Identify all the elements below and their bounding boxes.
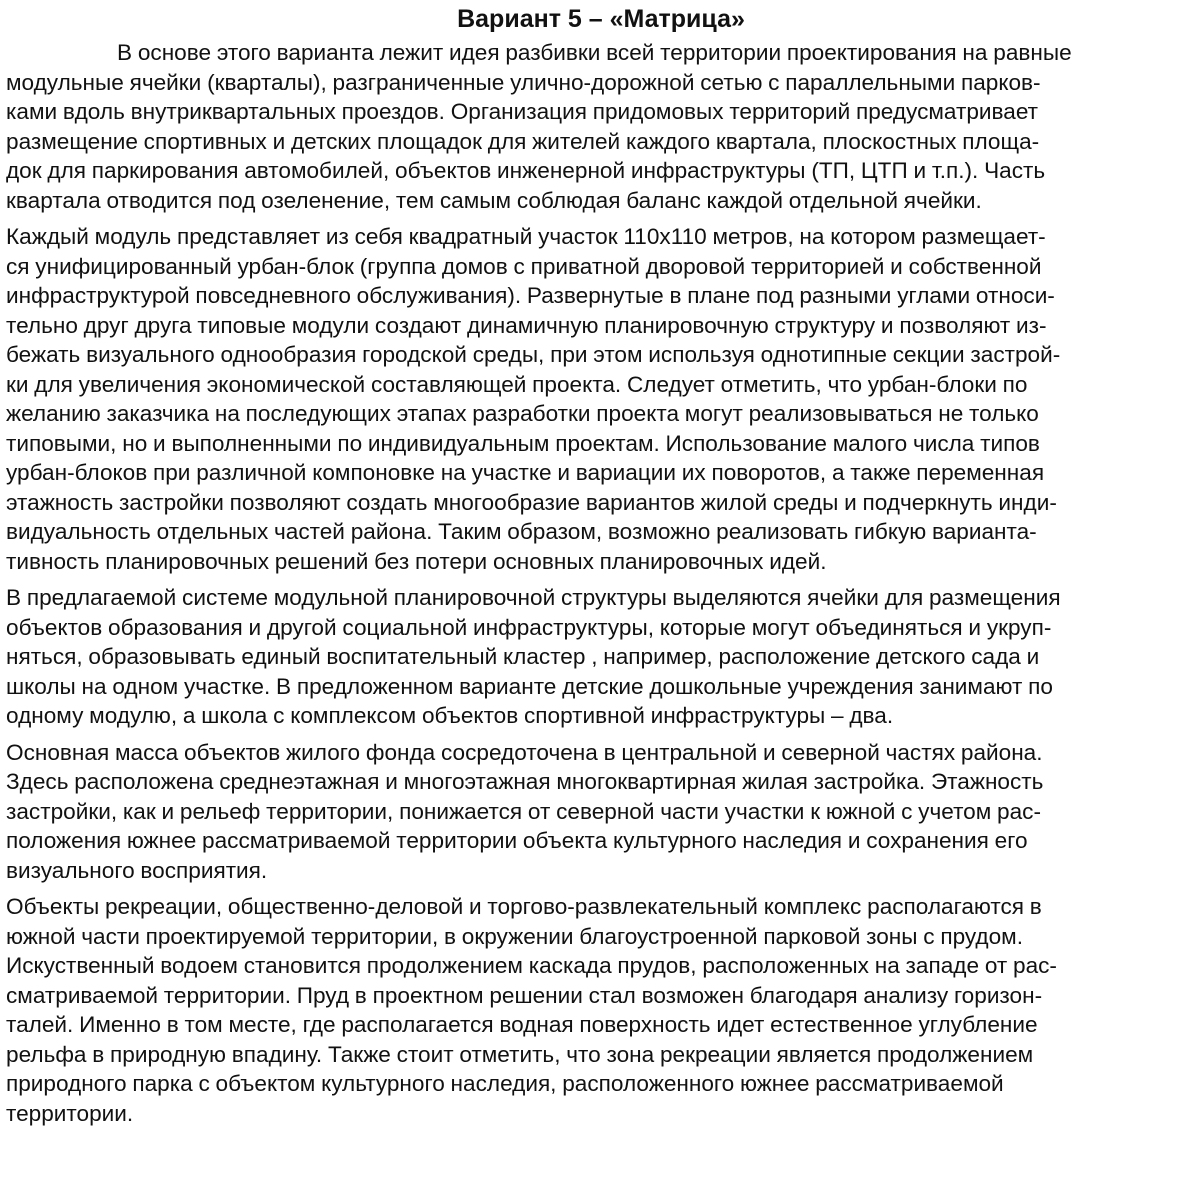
text-line: ки для увеличения экономической составляющей проекта. Следует отметить, что урбан-блоки по (6, 371, 1028, 397)
document-page (6, 0, 1196, 1135)
document-body (6, 38, 1196, 1128)
text-line: талей. Именно в том месте, где располагается водная поверхность идет естественное углубление (6, 1012, 1038, 1037)
text-line: природного парка с объектом культурного наследия, расположенного южнее рассматриваемой (6, 1071, 1004, 1096)
paragraph (6, 892, 1196, 1128)
text-line: сматриваемой территории. Пруд в проектном решении стал возможен благодаря анализу горизон- (6, 982, 1043, 1008)
paragraph (6, 583, 1196, 731)
document-title: Вариант 5 – «Матрица» (457, 5, 745, 33)
text-line: модульные ячейки (кварталы), разграниченные улично-дорожной сетью с параллельными парков- (6, 69, 1041, 95)
text-line: этажность застройки позволяют создать многообразие вариантов жилой среды и подчеркнуть инди- (6, 489, 1057, 515)
text-line: желанию заказчика на последующих этапах разработки проекта могут реализовываться не только (6, 401, 1039, 426)
text-line: видуальность отдельных частей района. Таким образом, возможно реализовать гибкую варианта- (6, 519, 1037, 544)
text-line: визуального восприятия. (6, 857, 268, 883)
text-line: южной части проектируемой территории, в окружении благоустроенной парковой зоны с прудом. (6, 923, 1023, 949)
text-line: урбан-блоков при различной компоновке на участке и вариации их поворотов, а также переменная (6, 460, 1045, 485)
text-line: положения южнее рассматриваемой территории объекта культурного наследия и сохранения его (6, 828, 1028, 853)
text-line: застройки, как и рельеф территории, понижается от северной части участки к южной с учетом рас- (6, 798, 1041, 824)
text-line: ками вдоль внутриквартальных проездов. Организация придомовых территорий предусматривает (6, 99, 1038, 124)
text-line: территории. (6, 1100, 134, 1126)
text-line: школы на одном участке. В предложенном варианте детские дошкольные учреждения занимают по (6, 673, 1053, 699)
text-line: рельфа в природную впадину. Также стоит отметить, что зона рекреации является продолжением (6, 1041, 1034, 1067)
text-line: размещение спортивных и детских площадок для жителей каждого квартала, плоскостных площа- (6, 128, 1040, 154)
text-line: тивность планировочных решений без потери основных планировочных идей. (6, 548, 827, 574)
text-line: квартала отводится под озеленение, тем самым соблюдая баланс каждой отдельной ячейки. (6, 187, 982, 213)
text-line: бежать визуального однообразия городской среды, при этом используя однотипные секции застрой- (6, 342, 1061, 367)
text-line: Искуственный водоем становится продолжением каскада прудов, расположенных на западе от рас- (6, 953, 1057, 978)
text-line: Основная масса объектов жилого фонда сосредоточена в центральной и северной частях района. (6, 739, 1043, 765)
paragraph (6, 738, 1196, 886)
text-line: тельно друг друга типовые модули создают динамичную планировочную структуру и позволяют из- (6, 312, 1047, 338)
text-line: инфраструктурой повседневного обслуживания). Развернутые в плане под разными углами относи- (6, 283, 1055, 308)
paragraph (6, 38, 1196, 215)
text-line: няться, образовывать единый воспитательный кластер , например, расположение детского сада и (6, 644, 1040, 669)
text-line: док для паркирования автомобилей, объектов инженерной инфраструктуры (ТП, ЦТП и т.п.). Часть (6, 158, 1046, 183)
text-line: ся унифицированный урбан-блок (группа домов с приватной дворовой территорией и собственной (6, 253, 1042, 279)
text-line: одному модулю, а школа с комплексом объектов спортивной инфраструктуры – два. (6, 703, 894, 728)
text-line: В предлагаемой системе модульной планировочной структуры выделяются ячейки для размещения (6, 585, 1061, 610)
text-line: объектов образования и другой социальной инфраструктуры, которые могут объединяться и укруп- (6, 614, 1052, 640)
text-line: Здесь расположена среднеэтажная и многоэтажная многоквартирная жилая застройка. Этажность (6, 769, 1044, 794)
text-line: Каждый модуль представляет из себя квадратный участок 110х110 метров, на котором размещает- (6, 224, 1046, 249)
text-line: Объекты рекреации, общественно-деловой и торгово-развлекательный комплекс располагаются в (6, 894, 1042, 919)
text-line: типовыми, но и выполненными по индивидуальным проектам. Использование малого числа типов (6, 430, 1040, 456)
paragraph (6, 222, 1196, 576)
text-line: В основе этого варианта лежит идея разбивки всей территории проектирования на равные (117, 40, 1072, 65)
